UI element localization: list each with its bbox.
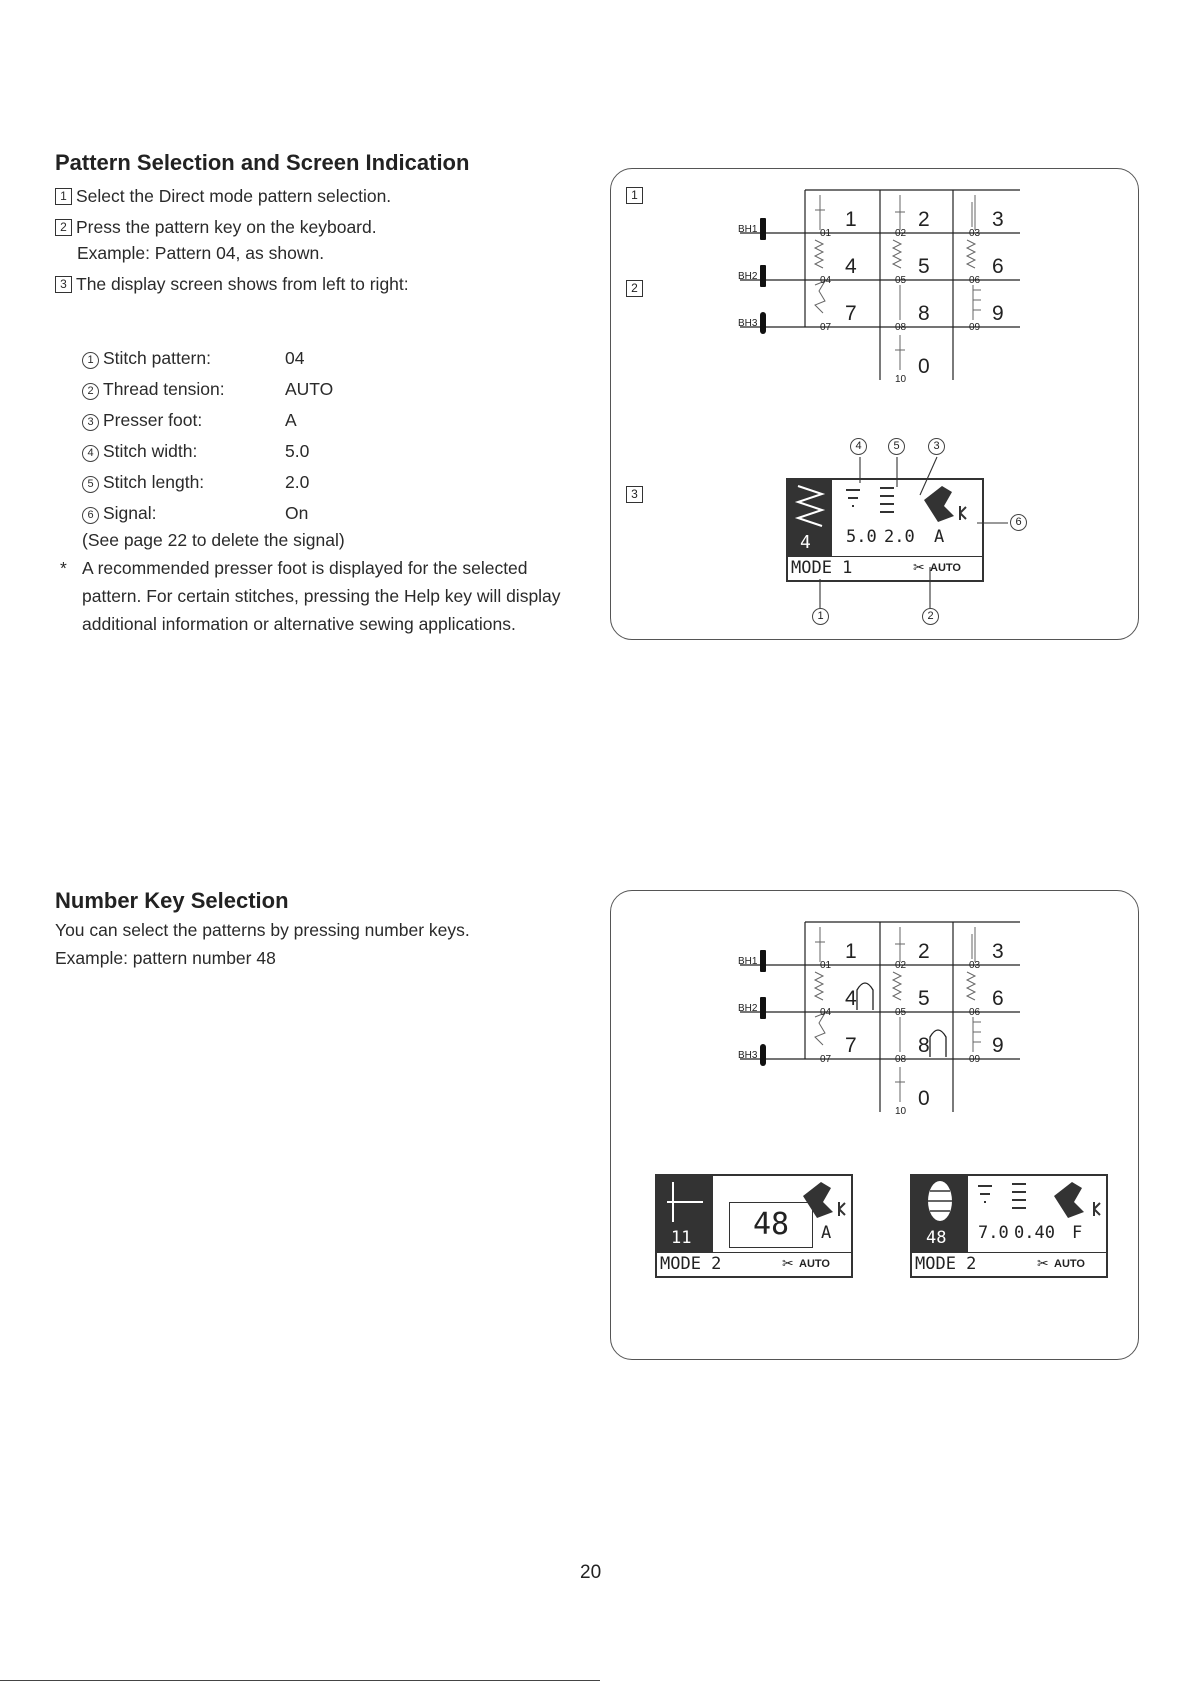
- lcd-stitch-length: 0.40: [1014, 1223, 1055, 1243]
- lcd-pattern-number: 11: [671, 1228, 692, 1248]
- buttonhole-icon: [760, 950, 766, 1066]
- spec-stitch-width: [82, 441, 197, 462]
- lcd-auto: AUTO: [930, 562, 961, 574]
- scissors-icon: ✂: [782, 1255, 794, 1271]
- callout-number: 6: [1010, 514, 1027, 531]
- callout-number: 5: [888, 438, 905, 455]
- spec-label: Presser foot:: [103, 410, 203, 430]
- page-number: 20: [580, 1562, 602, 1583]
- pattern-code: 08: [895, 322, 907, 333]
- step-3: [55, 270, 409, 298]
- satin-leaf-stitch-icon: [912, 1176, 968, 1226]
- pattern-code: 02: [895, 960, 907, 971]
- bh-label: BH1: [738, 956, 758, 967]
- step-2: [55, 213, 377, 241]
- diagram-step-label: 1: [626, 187, 643, 204]
- lcd-pattern-block: [657, 1176, 713, 1252]
- key-label: 2: [918, 940, 930, 963]
- pattern-code: 03: [969, 228, 981, 239]
- circled-number: 6: [82, 507, 99, 524]
- pattern-code: 06: [969, 1007, 981, 1018]
- lcd-auto: AUTO: [799, 1258, 830, 1270]
- lcd-foot-letter: F: [1072, 1223, 1083, 1243]
- key-label: 8: [918, 1034, 930, 1057]
- diagram-step-label: 2: [626, 280, 643, 297]
- key-label: 0: [918, 1087, 930, 1110]
- key-label: 4: [845, 987, 857, 1010]
- example-text: Example: Pattern 04, as shown.: [77, 243, 325, 263]
- lcd-divider: [657, 1252, 851, 1253]
- spec-value: AUTO: [285, 379, 334, 399]
- circled-number: 5: [82, 476, 99, 493]
- lcd-pattern-number: 48: [926, 1228, 947, 1248]
- step-text: Press the pattern key on the keyboard.: [76, 217, 377, 237]
- step-number-box: 2: [55, 219, 72, 236]
- bh-label: BH3: [738, 1050, 758, 1061]
- presser-foot-icon: [797, 1178, 847, 1222]
- key-label: 5: [918, 255, 930, 278]
- key-label: 8: [918, 302, 930, 325]
- pattern-code: 07: [820, 1054, 832, 1065]
- note-asterisk: *: [60, 558, 67, 578]
- lcd-pattern-number: 4: [800, 532, 811, 553]
- key-label: 7: [845, 302, 857, 325]
- pattern-code: 05: [895, 275, 907, 286]
- callout-number: 4: [850, 438, 867, 455]
- callout-number: 3: [928, 438, 945, 455]
- pattern-code: 01: [820, 960, 832, 971]
- pattern-code: 04: [820, 1007, 832, 1018]
- step-number-box: 1: [55, 188, 72, 205]
- bh-label: BH2: [738, 1003, 758, 1014]
- pattern-code: 03: [969, 960, 981, 971]
- pattern-code: 08: [895, 1054, 907, 1065]
- pattern-code: 10: [895, 374, 907, 385]
- lcd-pattern-block: [912, 1176, 968, 1252]
- step-number-box: 3: [55, 276, 72, 293]
- key-label: 3: [992, 208, 1004, 231]
- see-page-note: (See page 22 to delete the signal): [82, 530, 345, 550]
- pattern-code: 04: [820, 275, 832, 286]
- spec-signal: [82, 503, 157, 524]
- key-label: 9: [992, 1034, 1004, 1057]
- pattern-code: 01: [820, 228, 832, 239]
- lcd-mode: MODE 2: [660, 1254, 722, 1274]
- lcd-auto: AUTO: [1054, 1258, 1085, 1270]
- lcd-mode: MODE 1: [791, 558, 853, 578]
- lcd-screen-result: [910, 1174, 1108, 1278]
- number-key-example: Example: pattern number 48: [55, 948, 276, 968]
- key-label: 5: [918, 987, 930, 1010]
- key-label: 6: [992, 255, 1004, 278]
- lcd-foot-letter: A: [934, 527, 945, 547]
- buttonhole-icon: [760, 218, 766, 334]
- note-text: A recommended presser foot is displayed for the selected pattern. For certain stitches, pressing the Help key will display additional information or alternative sewing applications.: [82, 558, 561, 634]
- pattern-code: 06: [969, 275, 981, 286]
- section-title-number-key: Number Key Selection: [55, 888, 289, 913]
- pattern-code: 10: [895, 1106, 907, 1117]
- bh-label: BH3: [738, 318, 758, 329]
- bottom-rule: [0, 1680, 600, 1681]
- key-label: 3: [992, 940, 1004, 963]
- spec-value: 2.0: [285, 472, 310, 492]
- callout-number: 1: [812, 608, 829, 625]
- spec-label: Signal:: [103, 503, 157, 523]
- circled-number: 1: [82, 352, 99, 369]
- spec-label: Stitch width:: [103, 441, 198, 461]
- pattern-keypad: [735, 180, 1035, 400]
- circled-number: 3: [82, 414, 99, 431]
- number-key-description: You can select the patterns by pressing number keys.: [55, 920, 470, 940]
- step-text: The display screen shows from left to right:: [76, 274, 409, 294]
- key-label: 1: [845, 208, 857, 231]
- circled-number: 2: [82, 383, 99, 400]
- spec-label: Stitch length:: [103, 472, 205, 492]
- number-keypad: [735, 912, 1035, 1132]
- pattern-code: 09: [969, 1054, 981, 1065]
- lcd-stitch-width: 7.0: [978, 1223, 1009, 1243]
- section-title-pattern-selection: Pattern Selection and Screen Indication: [55, 150, 470, 175]
- spec-label: Stitch pattern:: [103, 348, 211, 368]
- presser-foot-icon: [1048, 1178, 1104, 1222]
- callout-number: 2: [922, 608, 939, 625]
- step-text: Select the Direct mode pattern selection.: [76, 186, 392, 206]
- spec-value: On: [285, 503, 309, 523]
- step-1: [55, 182, 391, 210]
- key-label: 2: [918, 208, 930, 231]
- key-label: 0: [918, 355, 930, 378]
- circled-number: 4: [82, 445, 99, 462]
- fingertip-press-icon: [857, 983, 946, 1057]
- key-label: 4: [845, 255, 857, 278]
- key-label: 1: [845, 940, 857, 963]
- pattern-code: 07: [820, 322, 832, 333]
- lcd-stitch-width: 5.0: [846, 527, 877, 547]
- spec-label: Thread tension:: [103, 379, 225, 399]
- scissors-icon: ✂: [1037, 1255, 1049, 1271]
- spec-thread-tension: [82, 379, 225, 400]
- diagram-step-label: 3: [626, 486, 643, 503]
- spec-stitch-length: [82, 472, 204, 493]
- lcd-divider: [912, 1252, 1106, 1253]
- spec-value: A: [285, 410, 297, 430]
- lcd-foot-letter: A: [821, 1223, 832, 1243]
- spec-value: 04: [285, 348, 305, 368]
- straight-stitch-icon: [657, 1176, 713, 1226]
- lcd-stitch-length: 2.0: [884, 527, 915, 547]
- spec-presser-foot: [82, 410, 202, 431]
- key-label: 6: [992, 987, 1004, 1010]
- lcd-screen-entry: [655, 1174, 853, 1278]
- bh-label: BH1: [738, 224, 758, 235]
- spec-value: 5.0: [285, 441, 310, 461]
- lcd-mode: MODE 2: [915, 1254, 977, 1274]
- pattern-code: 02: [895, 228, 907, 239]
- bh-label: BH2: [738, 271, 758, 282]
- number-entry-box: 48: [729, 1202, 813, 1248]
- pattern-code: 05: [895, 1007, 907, 1018]
- spec-stitch-pattern: [82, 348, 211, 369]
- pattern-code: 09: [969, 322, 981, 333]
- scissors-icon: ✂: [913, 559, 925, 575]
- key-label: 7: [845, 1034, 857, 1057]
- key-label: 9: [992, 302, 1004, 325]
